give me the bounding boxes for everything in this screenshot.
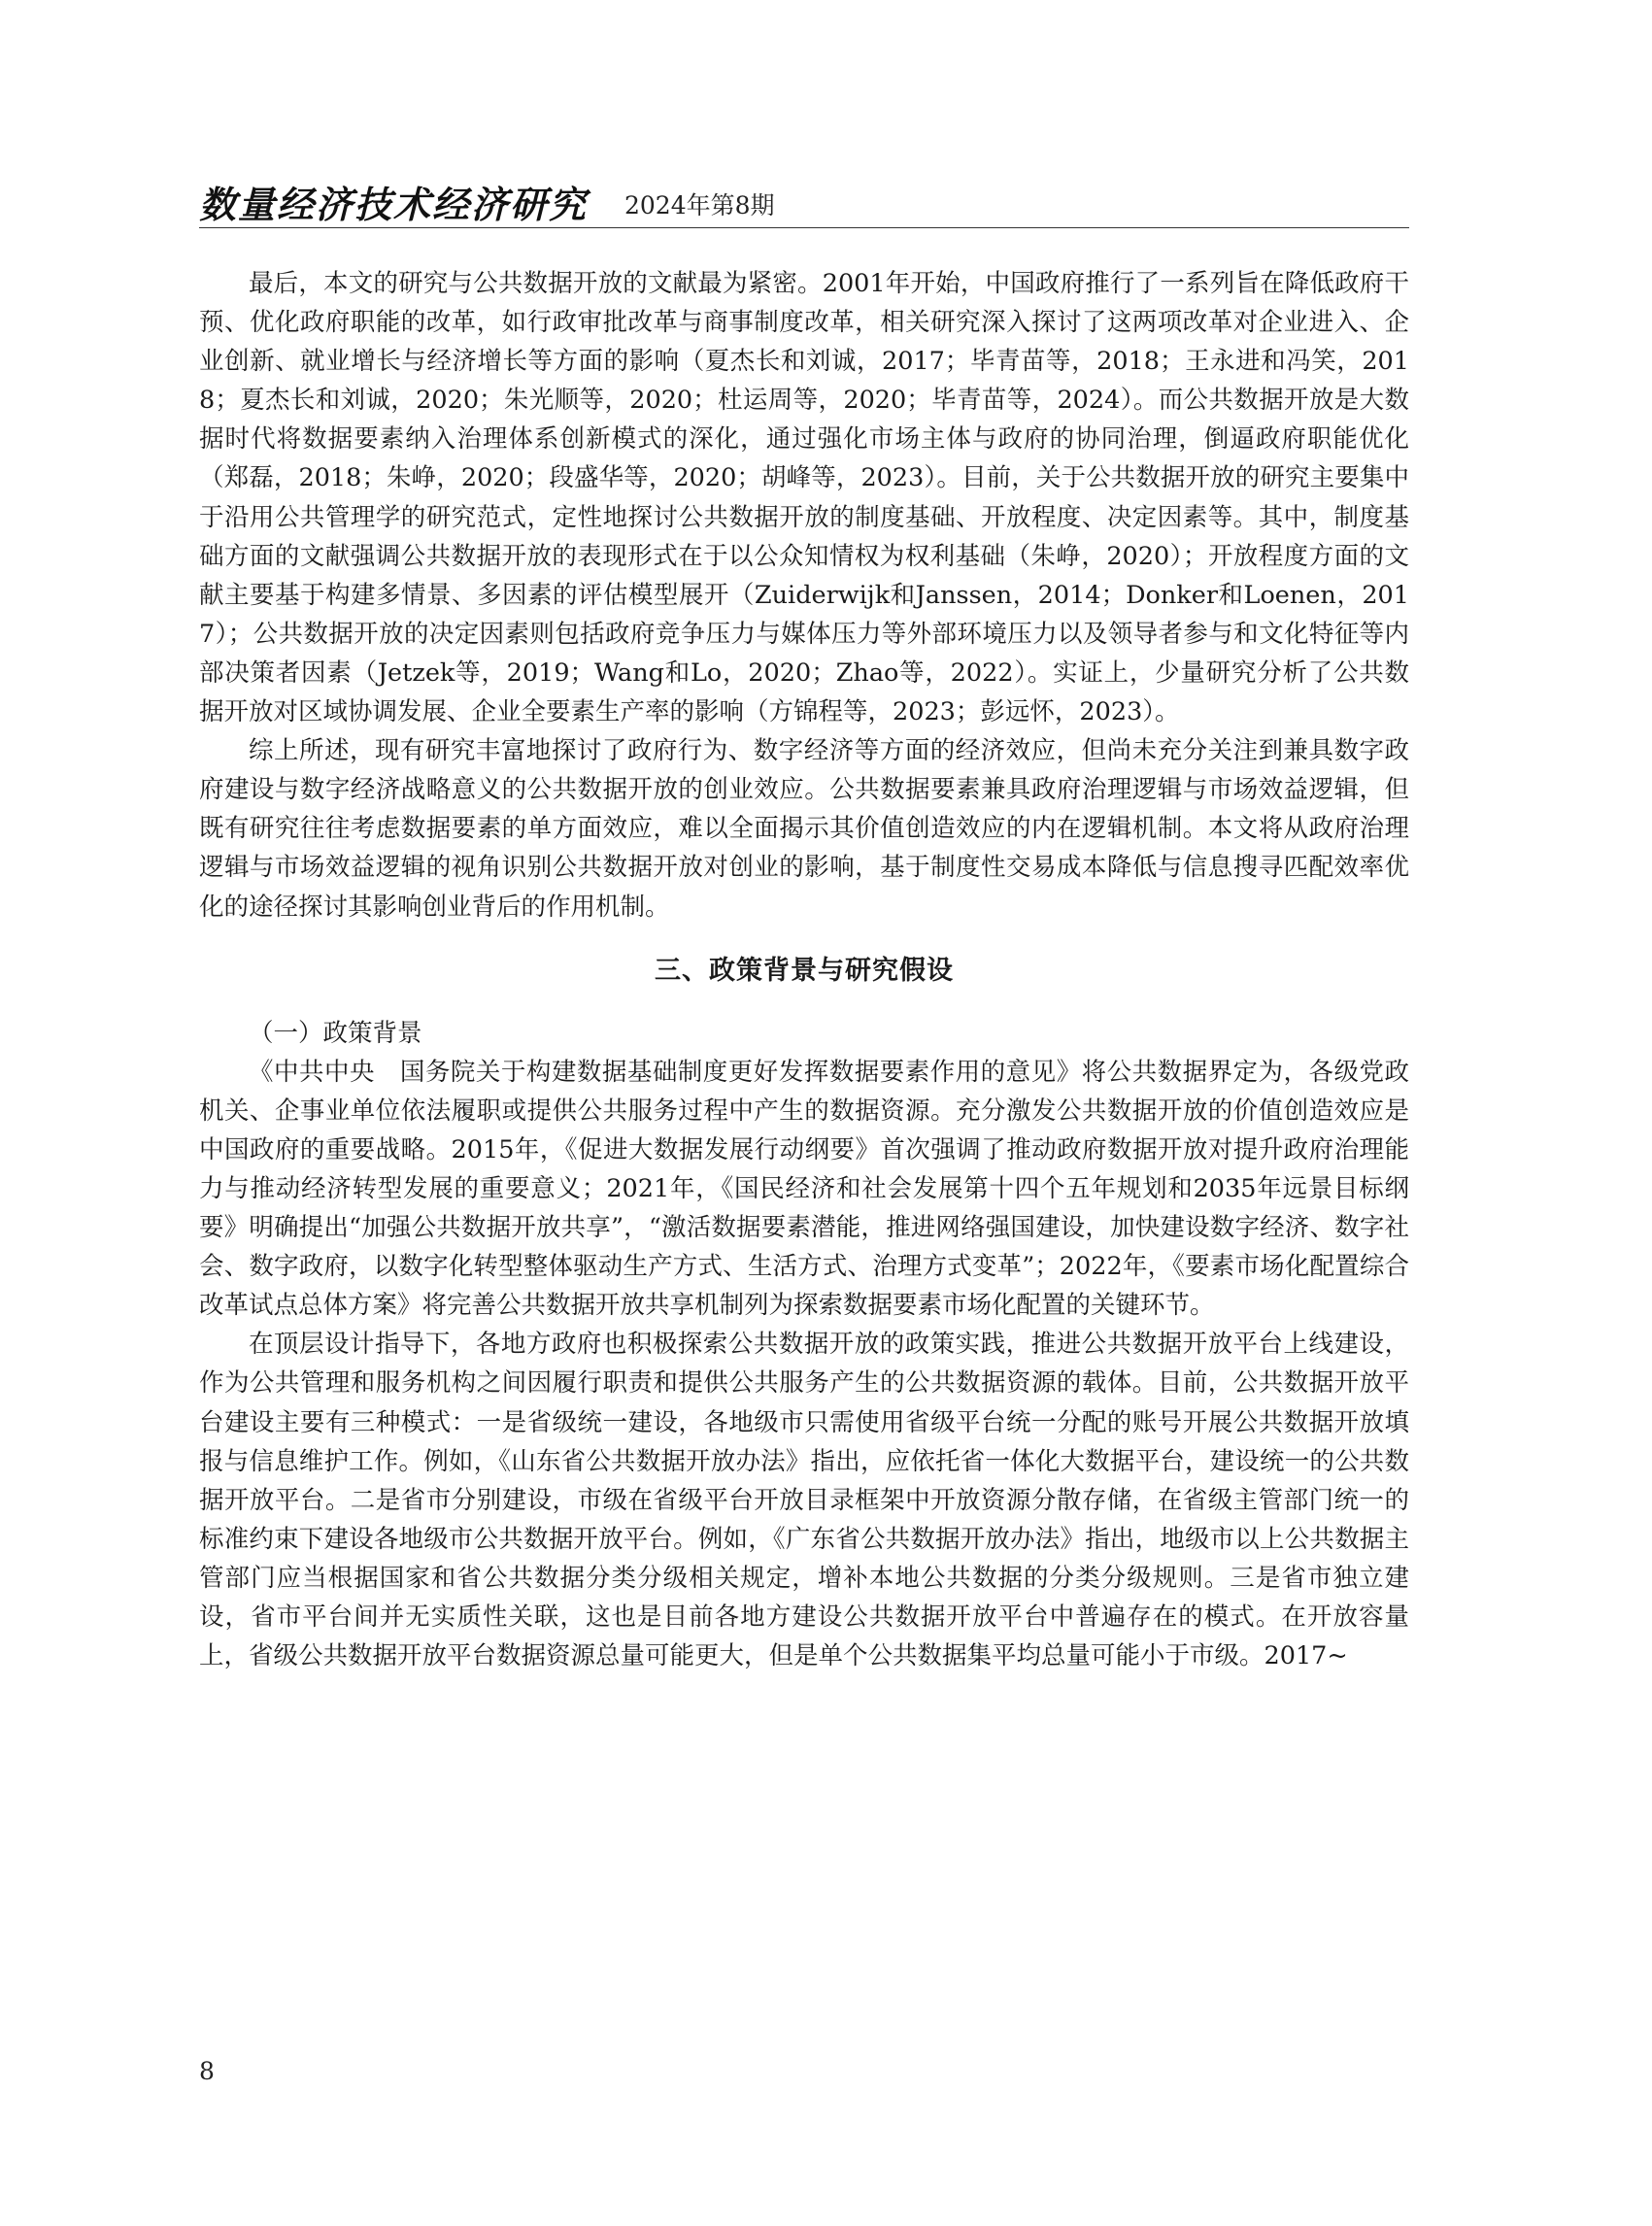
running-header xyxy=(199,173,1409,228)
paragraph: 最后，本文的研究与公共数据开放的文献最为紧密。2001年开始，中国政府推行了一系列旨在降低政府干预、优化政府职能的改革，如行政审批改革与商事制度改革，相关研究深入探讨了这两项改革对企业进入、企业创新、就业增长与经济增长等方面的影响（夏杰长和刘诚，2017；毕青苗等，2018；王永进和冯笑，2018；夏杰长和刘诚，2020；朱光顺等，2020；杜运周等，2020；毕青苗等，2024）。而公共数据开放是大数据时代将数据要素纳入治理体系创新模式的深化，通过强化市场主体与政府的协同治理，倒逼政府职能优化（郑磊，2018；朱峥，2020；段盛华等，2020；胡峰等，2023）。目前，关于公共数据开放的研究主要集中于沿用公共管理学的研究范式，定性地探讨公共数据开放的制度基础、开放程度、决定因素等。其中，制度基础方面的文献强调公共数据开放的表现形式在于以公众知情权为权利基础（朱峥，2020）；开放程度方面的文献主要基于构建多情景、多因素的评估模型展开（Zuiderwijk和Janssen，2014；Donker和Loenen，2017）；公共数据开放的决定因素则包括政府竞争压力与媒体压力等外部环境压力以及领导者参与和文化特征等内部决策者因素（Jetzek等，2019；Wang和Lo，2020；Zhao等，2022）。实证上，少量研究分析了公共数据开放对区域协调发展、企业全要素生产率的影响（方锦程等，2023；彭远怀，2023）。 xyxy=(199,269,1409,727)
journal-name: 数量经济技术经济研究 xyxy=(199,184,589,226)
section-heading: 三、政策背景与研究假设 xyxy=(655,955,954,986)
page-number: 8 xyxy=(199,2057,215,2085)
paragraph: 综上所述，现有研究丰富地探讨了政府行为、数字经济等方面的经济效应，但尚未充分关注到兼具数字政府建设与数字经济战略意义的公共数据开放的创业效应。公共数据要素兼具政府治理逻辑与市场效益逻辑，但既有研究往往考虑数据要素的单方面效应，难以全面揭示其价值创造效应的内在逻辑机制。本文将从政府治理逻辑与市场效益逻辑的视角识别公共数据开放对创业的影响，基于制度性交易成本降低与信息搜寻匹配效率优化的途径探讨其影响创业背后的作用机制。 xyxy=(199,736,1409,922)
issue-label: 2024年第8期 xyxy=(624,191,775,219)
subsection-heading: （一）政策背景 xyxy=(249,1018,422,1048)
paragraph: 在顶层设计指导下，各地方政府也积极探索公共数据开放的政策实践，推进公共数据开放平台上线建设，作为公共管理和服务机构之间因履行职责和提供公共服务产生的公共数据资源的载体。目前，公共数据开放平台建设主要有三种模式：一是省级统一建设，各地级市只需使用省级平台统一分配的账号开展公共数据开放填报与信息维护工作。例如，《山东省公共数据开放办法》指出，应依托省一体化大数据平台，建设统一的公共数据开放平台。二是省市分别建设，市级在省级平台开放目录框架中开放资源分散存储，在省级主管部门统一的标准约束下建设各地级市公共数据开放平台。例如，《广东省公共数据开放办法》指出，地级市以上公共数据主管部门应当根据国家和省公共数据分类分级相关规定，增补本地公共数据的分类分级规则。三是省市独立建设，省市平台间并无实质性关联，这也是目前各地方建设公共数据开放平台中普遍存在的模式。在开放容量上，省级公共数据开放平台数据资源总量可能更大，但是单个公共数据集平均总量可能小于市级。2017~ xyxy=(199,1330,1409,1671)
paragraph: 《中共中央 国务院关于构建数据基础制度更好发挥数据要素作用的意见》将公共数据界定为，各级党政机关、企事业单位依法履职或提供公共服务过程中产生的数据资源。充分激发公共数据开放的价值创造效应是中国政府的重要战略。2015年，《促进大数据发展行动纲要》首次强调了推动政府数据开放对提升政府治理能力与推动经济转型发展的重要意义；2021年，《国民经济和社会发展第十四个五年规划和2035年远景目标纲要》明确提出“加强公共数据开放共享”，“激活数据要素潜能，推进网络强国建设，加快建设数字经济、数字社会、数字政府，以数字化转型整体驱动生产方式、生活方式、治理方式变革”；2022年，《要素市场化配置综合改革试点总体方案》将完善公共数据开放共享机制列为探索数据要素市场化配置的关键环节。 xyxy=(199,1057,1409,1321)
article-body xyxy=(199,264,1409,1675)
